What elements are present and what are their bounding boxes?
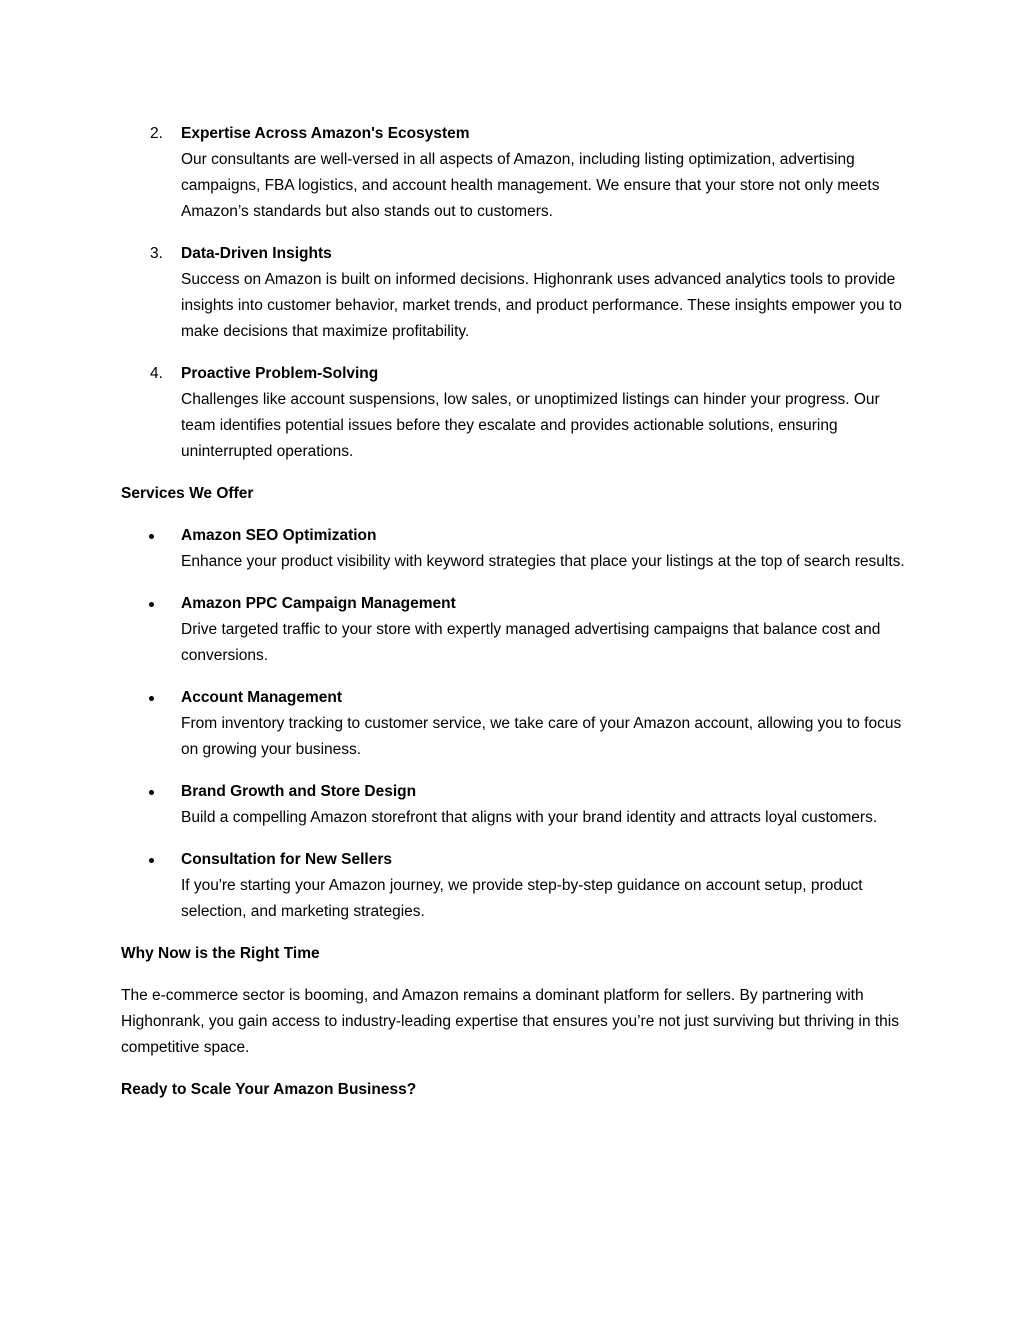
list-item-title: Proactive Problem-Solving [181, 365, 379, 382]
list-item-title: Expertise Across Amazon's Ecosystem [181, 125, 470, 142]
why-now-paragraph: The e-commerce sector is booming, and Amazon remains a dominant platform for sellers. By partnering with Highonrank, you gain access to industry-leading expertise that ensures you’re not just surviving but thriving in this competitive space. [121, 987, 899, 1056]
list-number: 3. [150, 245, 163, 262]
list-item-text: Challenges like account suspensions, low sales, or unoptimized listings can hinder your progress. Our team identifies potential issues before they escalate and provides actionable solutions, ensuring uninterrupted operations. [181, 391, 880, 460]
bullet-icon [149, 858, 154, 863]
list-item-text: Success on Amazon is built on informed decisions. Highonrank uses advanced analytics tools to provide insights into customer behavior, market trends, and product performance. These insights empower you to make decisions that maximize profitability. [181, 271, 902, 340]
service-text: Build a compelling Amazon storefront that aligns with your brand identity and attracts loyal customers. [181, 809, 878, 826]
document-body [121, 121, 911, 1119]
service-text: From inventory tracking to customer service, we take care of your Amazon account, allowing you to focus on growing your business. [181, 715, 902, 758]
bullet-icon [149, 790, 154, 795]
service-title: Account Management [181, 689, 343, 706]
list-item [121, 361, 911, 465]
services-heading: Services We Offer [121, 485, 254, 502]
service-text: Drive targeted traffic to your store with expertly managed advertising campaigns that balance cost and conversions. [181, 621, 881, 664]
list-item-title: Data-Driven Insights [181, 245, 332, 262]
bullet-icon [149, 534, 154, 539]
list-item [121, 685, 911, 763]
ready-heading: Ready to Scale Your Amazon Business? [121, 1081, 417, 1098]
list-item [121, 591, 911, 669]
list-item [121, 121, 911, 225]
list-number: 2. [150, 125, 163, 142]
list-item [121, 779, 911, 831]
service-title: Consultation for New Sellers [181, 851, 393, 868]
numbered-list [121, 121, 911, 465]
bullet-icon [149, 696, 154, 701]
service-title: Amazon SEO Optimization [181, 527, 377, 544]
why-now-heading: Why Now is the Right Time [121, 945, 320, 962]
list-item [121, 523, 911, 575]
service-title: Amazon PPC Campaign Management [181, 595, 456, 612]
list-number: 4. [150, 365, 163, 382]
service-title: Brand Growth and Store Design [181, 783, 417, 800]
services-list [121, 523, 911, 925]
service-text: Enhance your product visibility with keyword strategies that place your listings at the top of search results. [181, 553, 905, 570]
list-item-text: Our consultants are well-versed in all aspects of Amazon, including listing optimization, advertising campaigns, FBA logistics, and account health management. We ensure that your store not only meets Amazon’s standards but also stands out to customers. [181, 151, 880, 220]
list-item [121, 241, 911, 345]
service-text: If you're starting your Amazon journey, we provide step-by-step guidance on account setup, product selection, and marketing strategies. [181, 877, 863, 920]
list-item [121, 847, 911, 925]
bullet-icon [149, 602, 154, 607]
